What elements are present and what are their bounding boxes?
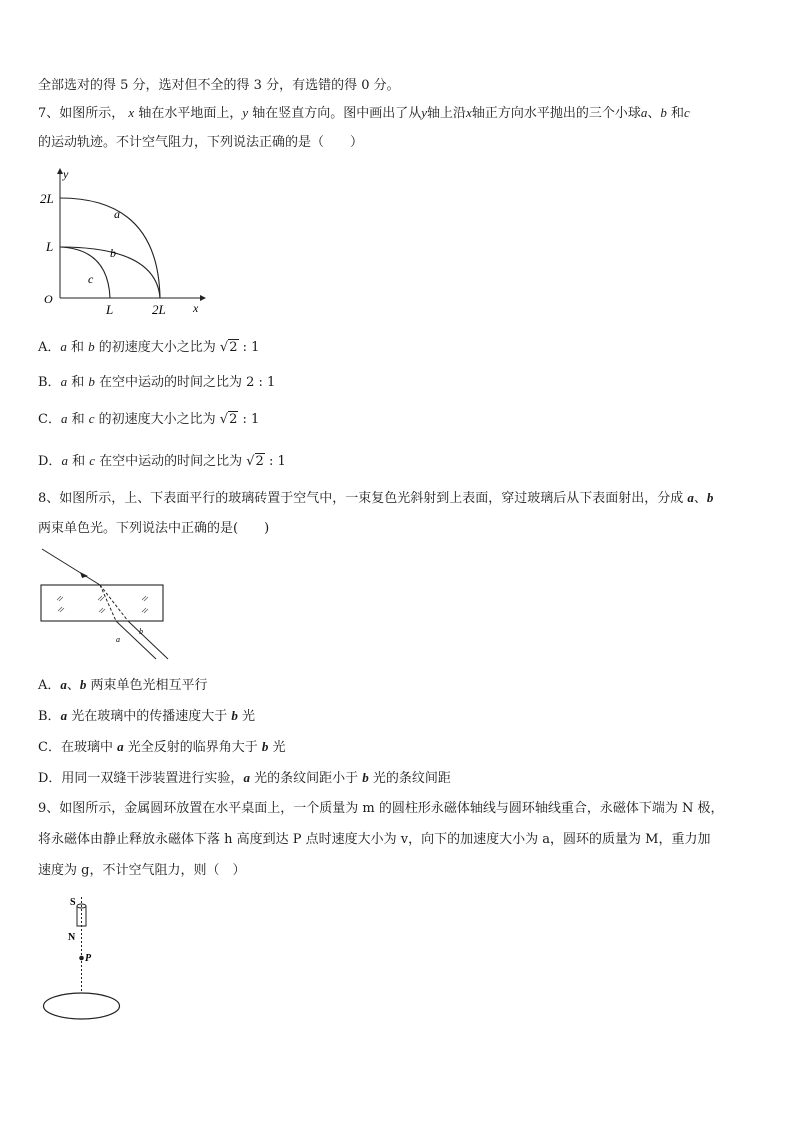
math-variable: a xyxy=(117,739,124,754)
x-axis-label: x xyxy=(193,301,199,315)
text-segment: D． xyxy=(38,454,62,469)
curve-label-b: b xyxy=(110,246,116,260)
text-segment: B． xyxy=(38,709,61,724)
text-segment: A． xyxy=(38,340,61,355)
math-variable: b xyxy=(660,105,667,120)
text-segment: 和 xyxy=(67,412,89,427)
text-segment: 、 xyxy=(693,491,707,506)
sqrt-expression: √2 xyxy=(246,454,264,469)
q8-option-d xyxy=(38,770,451,787)
ray-a xyxy=(116,621,156,659)
text-segment: 、 xyxy=(647,106,661,121)
text-segment: C． xyxy=(38,412,61,427)
q8-glass-block-figure xyxy=(38,545,173,667)
q7-option-b xyxy=(38,374,275,391)
math-variable: b xyxy=(261,739,269,754)
metal-ring xyxy=(44,993,120,1019)
math-variable: a xyxy=(640,105,648,120)
math-variable: a xyxy=(243,770,250,785)
math-variable: a xyxy=(60,339,67,354)
math-variable: b xyxy=(88,374,95,389)
text-segment: B． xyxy=(38,375,61,390)
math-variable: x xyxy=(128,105,135,120)
question-9-line-1: 9、如图所示，金属圆环放置在水平桌面上，一个质量为 m 的圆柱形永磁体轴线与圆环轴线重合，永磁体下端为 N 极， xyxy=(38,801,724,816)
q9-magnet-ring-figure xyxy=(38,893,128,1028)
q7-option-a xyxy=(38,339,259,356)
math-variable: y xyxy=(421,105,428,120)
sqrt-expression: √2 xyxy=(219,412,238,427)
text-segment: 和 xyxy=(67,375,89,390)
math-variable: c xyxy=(684,105,690,120)
x-tick-2L: 2L xyxy=(152,302,166,317)
text-segment: 在空中运动的时间之比为 xyxy=(94,454,247,469)
text-segment: 光的条纹间距小于 xyxy=(249,771,363,786)
text-segment: 光 xyxy=(237,709,255,724)
math-variable: b xyxy=(231,708,238,723)
q7-option-d xyxy=(38,453,286,470)
text-segment: 在空中运动的时间之比为 2 : 1 xyxy=(94,375,276,390)
curve-label-a: a xyxy=(114,207,120,221)
text-segment: : 1 xyxy=(238,412,260,427)
x-tick-L: L xyxy=(106,302,114,317)
q8-option-b xyxy=(38,708,255,725)
text-segment: 和 xyxy=(66,340,89,355)
q7-option-c xyxy=(38,411,259,428)
question-8-stem xyxy=(38,490,713,507)
incident-ray xyxy=(42,549,100,585)
math-variable: a xyxy=(61,453,68,468)
magnet-south-label: S xyxy=(70,897,76,908)
text-segment: A． xyxy=(38,678,61,693)
q7-trajectory-figure xyxy=(38,165,208,320)
text-segment: 光的条纹间距 xyxy=(368,771,451,786)
text-segment: 轴上沿 xyxy=(427,106,467,121)
origin-label: O xyxy=(44,292,53,306)
text-segment: : 1 xyxy=(264,454,286,469)
math-variable: a xyxy=(60,411,68,426)
text-segment: D．用同一双缝干涉装置进行实验， xyxy=(38,771,244,786)
text-segment: 8、如图所示，上、下表面平行的玻璃砖置于空气中，一束复色光斜射到上表面，穿过玻璃后从下表面射出，分成 xyxy=(38,491,688,506)
section-instruction: 全部选对的得 5 分，选对但不全的得 3 分，有选错的得 0 分。 xyxy=(38,78,400,93)
math-variable: b xyxy=(79,677,87,692)
trajectory-c xyxy=(60,247,110,298)
curve-label-c: c xyxy=(88,272,94,286)
y-tick-2L: 2L xyxy=(40,191,54,206)
question-7-stem-cont: 的运动轨迹。不计空气阻力，下列说法正确的是（ ） xyxy=(38,135,364,150)
text-segment: 轴正方向水平抛出的三个小球 xyxy=(471,106,641,121)
math-variable: y xyxy=(242,105,249,120)
question-9-line-2: 将永磁体由静止释放永磁体下落 h 高度到达 P 点时速度大小为 v，向下的加速度大小为 a，圆环的质量为 M，重力加 xyxy=(38,832,711,847)
math-variable: b xyxy=(88,339,95,354)
magnet-north-label: N xyxy=(68,932,76,943)
math-variable: x xyxy=(466,105,472,120)
question-7-stem xyxy=(38,105,690,122)
text-segment: 和 xyxy=(67,454,90,469)
question-9-line-3: 速度为 g，不计空气阻力，则（ ） xyxy=(38,863,246,878)
math-variable: a xyxy=(687,490,694,505)
q8-option-c xyxy=(38,739,286,756)
text-segment: 、 xyxy=(66,678,80,693)
question-8-stem-cont: 两束单色光。下列说法中正确的是( ) xyxy=(38,521,270,536)
ray-label-b: b xyxy=(139,627,143,636)
math-variable: c xyxy=(88,411,95,426)
q8-option-a xyxy=(38,677,208,694)
text-segment: C．在玻璃中 xyxy=(38,740,118,755)
point-p xyxy=(79,956,84,961)
math-variable: a xyxy=(60,677,67,692)
point-p-label: P xyxy=(85,953,92,964)
text-segment: : 1 xyxy=(238,340,260,355)
text-segment: 光全反射的临界角大于 xyxy=(123,740,262,755)
y-axis-label: y xyxy=(63,167,69,181)
y-tick-L: L xyxy=(46,239,54,254)
text-segment: 和 xyxy=(666,106,684,121)
math-variable: c xyxy=(89,453,95,468)
math-variable: a xyxy=(60,708,68,723)
text-segment: 7、如图所示， xyxy=(38,106,129,121)
text-segment: 轴在水平地面上， xyxy=(134,106,243,121)
math-variable: a xyxy=(60,374,68,389)
text-segment: 轴在竖直方向。图中画出了从 xyxy=(248,106,422,121)
math-variable: b xyxy=(362,770,369,785)
ray-b xyxy=(128,621,168,659)
text-segment: 的初速度大小之比为 xyxy=(94,412,220,427)
text-segment: 两束单色光相互平行 xyxy=(86,678,208,693)
math-variable: b xyxy=(706,490,714,505)
text-segment: 的初速度大小之比为 xyxy=(94,340,220,355)
ray-label-a: a xyxy=(116,635,120,644)
text-segment: 光 xyxy=(268,740,286,755)
sqrt-expression: √2 xyxy=(219,340,238,355)
text-segment: 光在玻璃中的传播速度大于 xyxy=(67,709,232,724)
